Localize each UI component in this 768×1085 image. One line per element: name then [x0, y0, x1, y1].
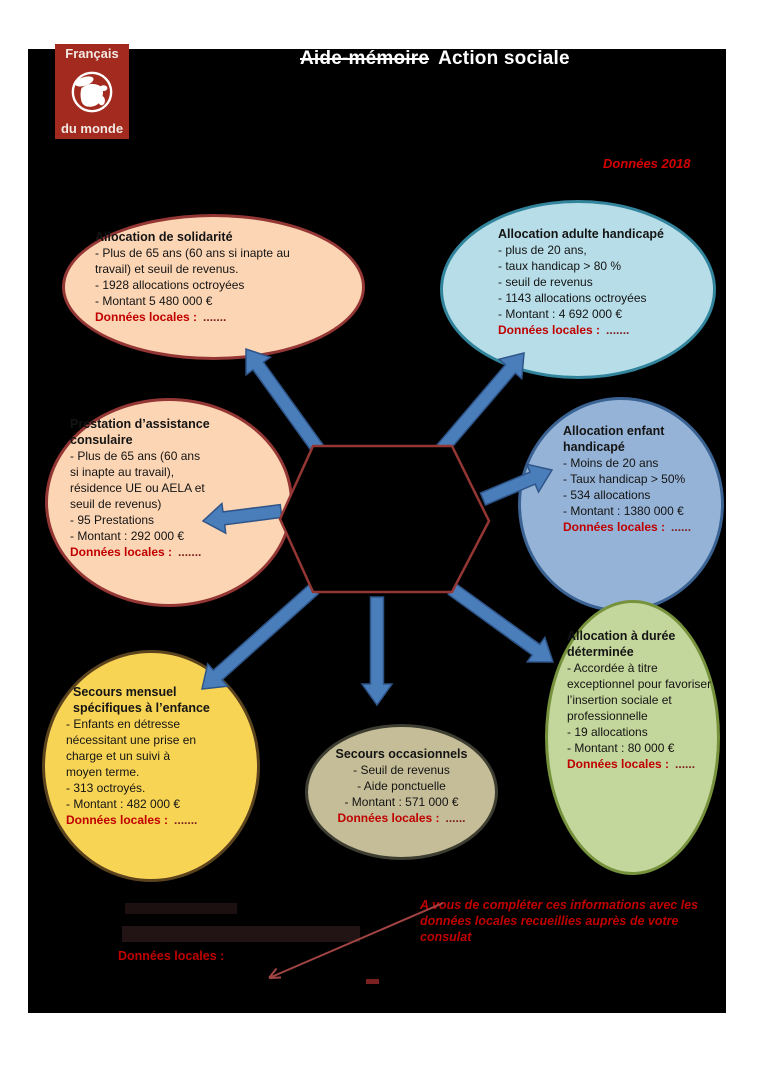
bubble-secours-mensuel-enfance	[42, 650, 260, 882]
bubble-text	[563, 423, 691, 535]
bubble-title: spécifiques à l’enfance	[73, 701, 210, 715]
bubble-allocation-adulte-handicape	[440, 200, 716, 379]
bubble-line: résidence UE ou AELA et	[70, 481, 205, 495]
footnote-line: données locales recueillies auprès de votre	[420, 914, 679, 928]
bubble-line: - 1143 allocations octroyées	[498, 291, 647, 305]
globe-icon	[69, 69, 115, 115]
bubble-line: - 19 allocations	[567, 725, 648, 739]
bubble-text	[308, 746, 495, 826]
bubble-line: - Montant : 80 000 €	[567, 741, 675, 755]
bubble-text	[498, 226, 664, 338]
bubble-line: - Montant : 482 000 €	[66, 797, 181, 811]
bubble-line: professionnelle	[567, 709, 648, 723]
redacted-text-artifact	[122, 926, 360, 942]
footnote-line: consulat	[420, 930, 472, 944]
bubble-line: - Montant : 4 692 000 €	[498, 307, 623, 321]
bubble-line: moyen terme.	[66, 765, 140, 779]
bubble-line: - plus de 20 ans,	[498, 243, 587, 257]
bubble-allocation-enfant-handicape	[518, 397, 724, 612]
bubble-line: - Seuil de revenus	[353, 763, 450, 777]
bubble-line: - Montant : 1380 000 €	[563, 504, 684, 518]
bubble-line: - 1928 allocations octroyées	[95, 278, 245, 292]
bubble-local-data-line: Données locales : ......	[567, 757, 696, 771]
bubble-line: - Moins de 20 ans	[563, 456, 659, 470]
bubble-local-data-line: Données locales : ......	[563, 520, 692, 534]
bubble-line: nécessitant une prise en	[66, 733, 197, 747]
bubble-title: déterminée	[567, 645, 634, 659]
page-title	[300, 48, 570, 70]
bubble-line: - Aide ponctuelle	[357, 779, 446, 793]
footnote-instruction	[420, 897, 698, 945]
bubble-secours-occasionnels	[305, 724, 498, 860]
bubble-line: travail) et seuil de revenus.	[95, 262, 239, 276]
bubble-title: Allocation adulte handicapé	[498, 227, 664, 241]
bubble-title: Secours occasionnels	[335, 747, 468, 761]
bubble-text	[66, 684, 210, 828]
bubble-title: handicapé	[563, 440, 625, 454]
bubble-line: - Montant : 292 000 €	[70, 529, 185, 543]
bubble-title: consulaire	[70, 433, 133, 447]
logo-francais-du-monde	[55, 44, 129, 139]
bubble-local-data-line: Données locales : .......	[95, 310, 227, 324]
bubble-title: Allocation à durée	[567, 629, 676, 643]
bubble-line: - Montant 5 480 000 €	[95, 294, 213, 308]
redacted-text-artifact	[125, 903, 237, 914]
bubble-line: - Montant : 571 000 €	[344, 795, 459, 809]
bubble-line: - Enfants en détresse	[66, 717, 181, 731]
bubble-line: si inapte au travail),	[70, 465, 175, 479]
title-struck-part: Aide-mémoire	[300, 48, 430, 69]
bubble-line: exceptionnel pour favoriser	[567, 677, 712, 691]
bubble-line: - Plus de 65 ans (60 ans	[70, 449, 201, 463]
bubble-local-data-line: Données locales : .......	[66, 813, 198, 827]
bubble-allocation-de-solidarite	[62, 214, 365, 360]
bubble-line: l’insertion sociale et	[567, 693, 672, 707]
bubble-local-data-line: Données locales : .......	[498, 323, 630, 337]
bubble-text	[95, 229, 290, 325]
bubble-text	[567, 628, 711, 772]
title-rest-part: Action sociale	[438, 48, 570, 69]
bubble-local-data-line: Données locales : .......	[70, 545, 202, 559]
logo-text-top: Français	[65, 46, 119, 61]
bubble-line: - 95 Prestations	[70, 513, 155, 527]
bubble-title: Secours mensuel	[73, 685, 177, 699]
bubble-line: - taux handicap > 80 %	[498, 259, 622, 273]
bubble-line: charge et un suivi à	[66, 749, 171, 763]
bottom-donnees-locales-label: Données locales :	[118, 949, 225, 963]
bubble-title: Prestation d’assistance	[70, 417, 210, 431]
bubble-line: - Plus de 65 ans (60 ans si inapte au	[95, 246, 290, 260]
data-year-label: Données 2018	[603, 156, 691, 171]
bubble-title: Allocation de solidarité	[95, 230, 233, 244]
bubble-allocation-duree-determinee	[545, 600, 720, 875]
bubble-title: Allocation enfant	[563, 424, 665, 438]
bubble-line: - 534 allocations	[563, 488, 651, 502]
bubble-text	[70, 416, 210, 560]
bubble-line: - seuil de revenus	[498, 275, 593, 289]
bubble-prestation-assistance-consulaire	[45, 398, 293, 607]
logo-text-bottom: du monde	[60, 121, 124, 136]
redacted-mark-artifact	[366, 979, 379, 984]
bubble-line: - 313 octroyés.	[66, 781, 146, 795]
footnote-line: A vous de compléter ces informations avec les	[420, 898, 699, 912]
bubble-line: - Taux handicap > 50%	[563, 472, 686, 486]
bubble-line: seuil de revenus)	[70, 497, 162, 511]
bubble-line: - Accordée à titre	[567, 661, 658, 675]
bubble-local-data-line: Données locales : ......	[337, 811, 466, 825]
